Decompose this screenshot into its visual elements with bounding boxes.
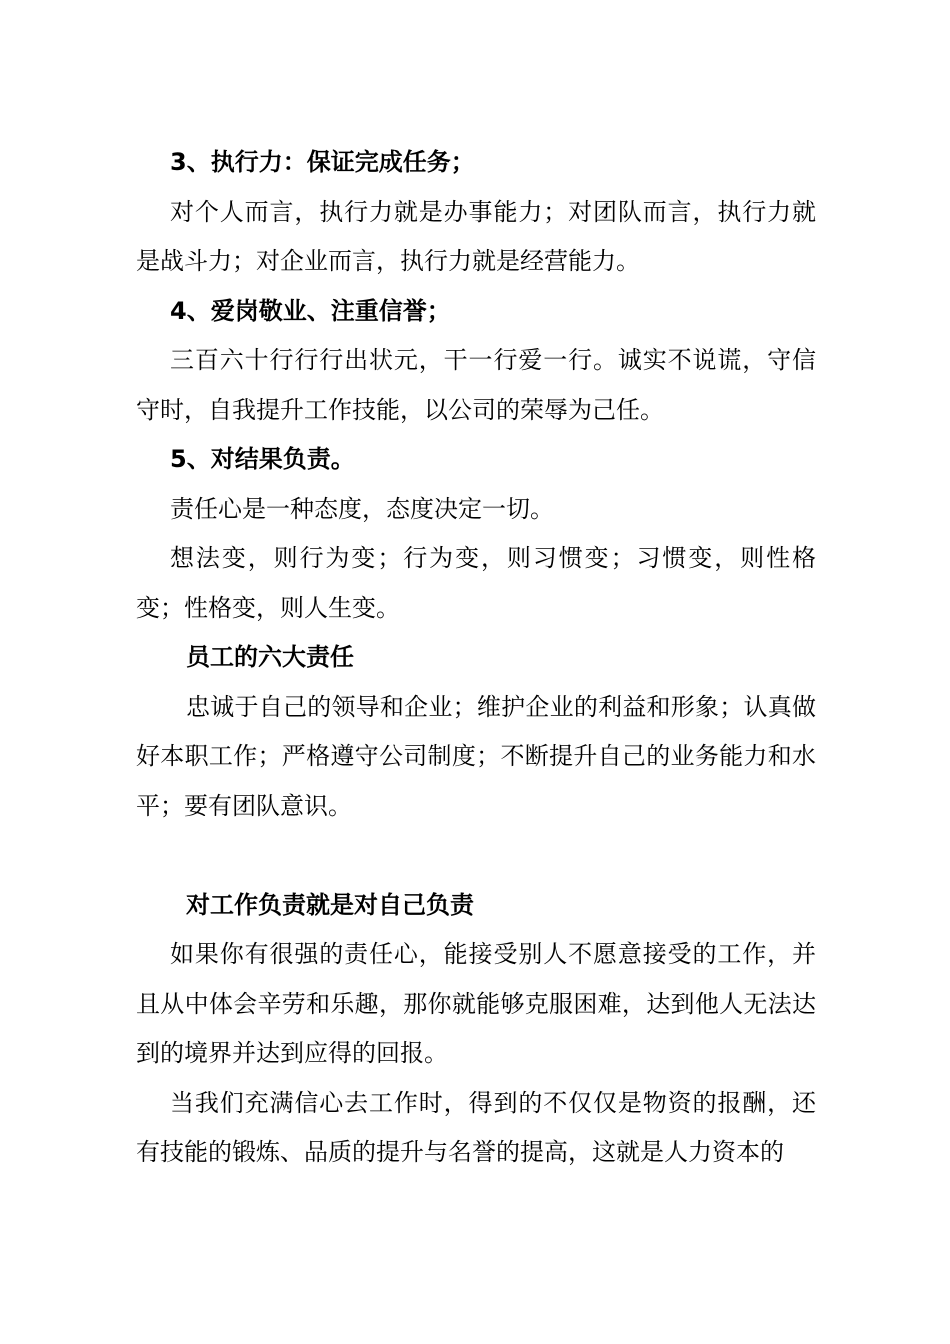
paragraph-responsibility-1: 如果你有很强的责任心，能接受别人不愿意接受的工作，并且从中体会辛劳和乐趣，那你就能够克服困难，达到他人无法达到的境界并达到应得的回报。 xyxy=(136,940,816,1067)
paragraph-dedication: 三百六十行行行出状元，干一行爱一行。诚实不说谎，守信守时，自我提升工作技能，以公司的荣辱为己任。 xyxy=(136,346,816,424)
paragraph-execution: 对个人而言，执行力就是办事能力；对团队而言，执行力就是战斗力；对企业而言，执行力就是经营能力。 xyxy=(136,197,816,275)
paragraph-results-1: 责任心是一种态度，态度决定一切。 xyxy=(170,494,554,523)
paragraph-responsibility-2: 当我们充满信心去工作时，得到的不仅仅是物资的报酬，还有技能的锻炼、品质的提升与名誉的提高，这就是人力资本的 xyxy=(136,1088,816,1166)
document-page xyxy=(136,138,816,1178)
heading-responsibility: 对工作负责就是对自己负责 xyxy=(186,890,474,919)
paragraph-six-duties: 忠诚于自己的领导和企业；维护企业的利益和形象；认真做好本职工作；严格遵守公司制度；不断提升自己的业务能力和水平；要有团队意识。 xyxy=(136,692,816,820)
heading-execution: 3、执行力：保证完成任务； xyxy=(170,148,475,176)
paragraph-results-2: 想法变，则行为变；行为变，则习惯变；习惯变，则性格变；性格变，则人生变。 xyxy=(136,544,816,622)
heading-six-duties: 员工的六大责任 xyxy=(186,643,354,671)
blank-line xyxy=(136,831,816,881)
heading-dedication: 4、爱岗敬业、注重信誉； xyxy=(170,296,451,325)
heading-results: 5、对结果负责。 xyxy=(170,445,355,473)
